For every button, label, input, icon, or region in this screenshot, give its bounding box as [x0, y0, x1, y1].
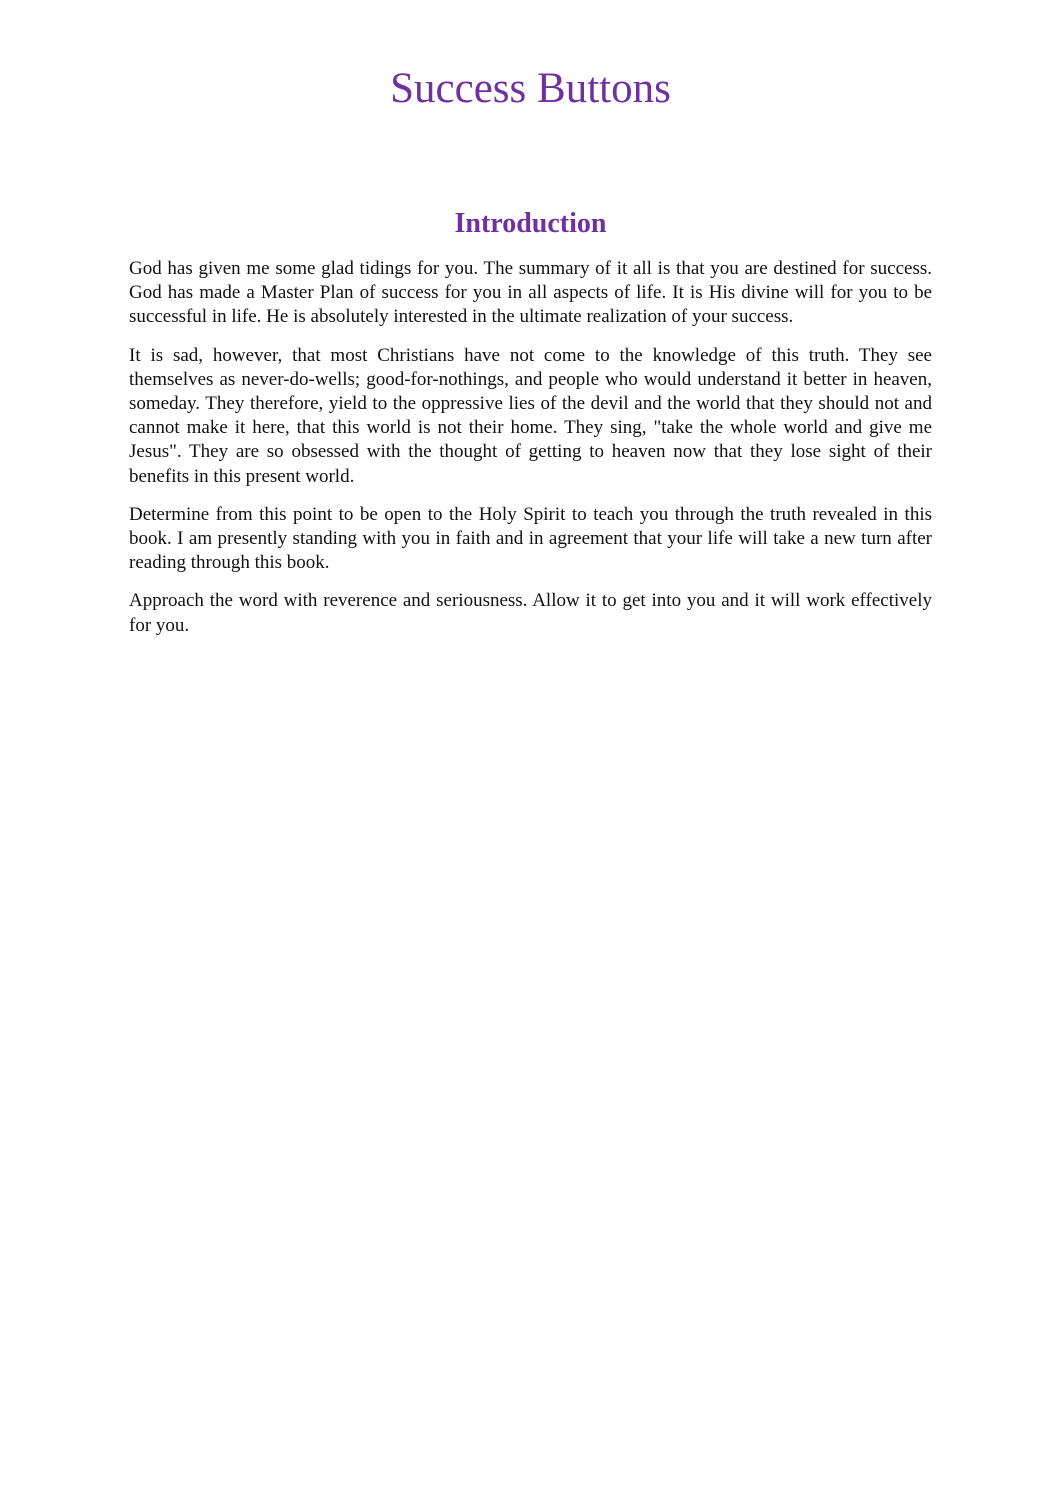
paragraph: It is sad, however, that most Christians have not come to the knowledge of this truth. They see themselves as never-do-wells; good-for-nothings, and people who would understand it better in heaven, someday. They therefore, yield to the oppressive lies of the devil and the world that they should not and cannot make it here, that this world is not their home. They sing, "take the whole world and give me Jesus". They are so obsessed with the thought of getting to heaven now that they lose sight of their benefits in this present world. [129, 344, 932, 487]
section-heading-introduction: Introduction [454, 208, 607, 239]
page-title: Success Buttons [390, 65, 671, 112]
paragraph: Determine from this point to be open to the Holy Spirit to teach you through the truth revealed in this book. I am presently standing with you in faith and in agreement that your life will take a new turn after reading through this book. [129, 503, 932, 574]
introduction-body [129, 257, 932, 652]
paragraph: God has given me some glad tidings for you. The summary of it all is that you are destined for success. God has made a Master Plan of success for you in all aspects of life. It is His divine will for you to be successful in life. He is absolutely interested in the ultimate realization of your success. [129, 258, 932, 328]
paragraph: Approach the word with reverence and seriousness. Allow it to get into you and it will work effectively for you. [129, 590, 932, 636]
